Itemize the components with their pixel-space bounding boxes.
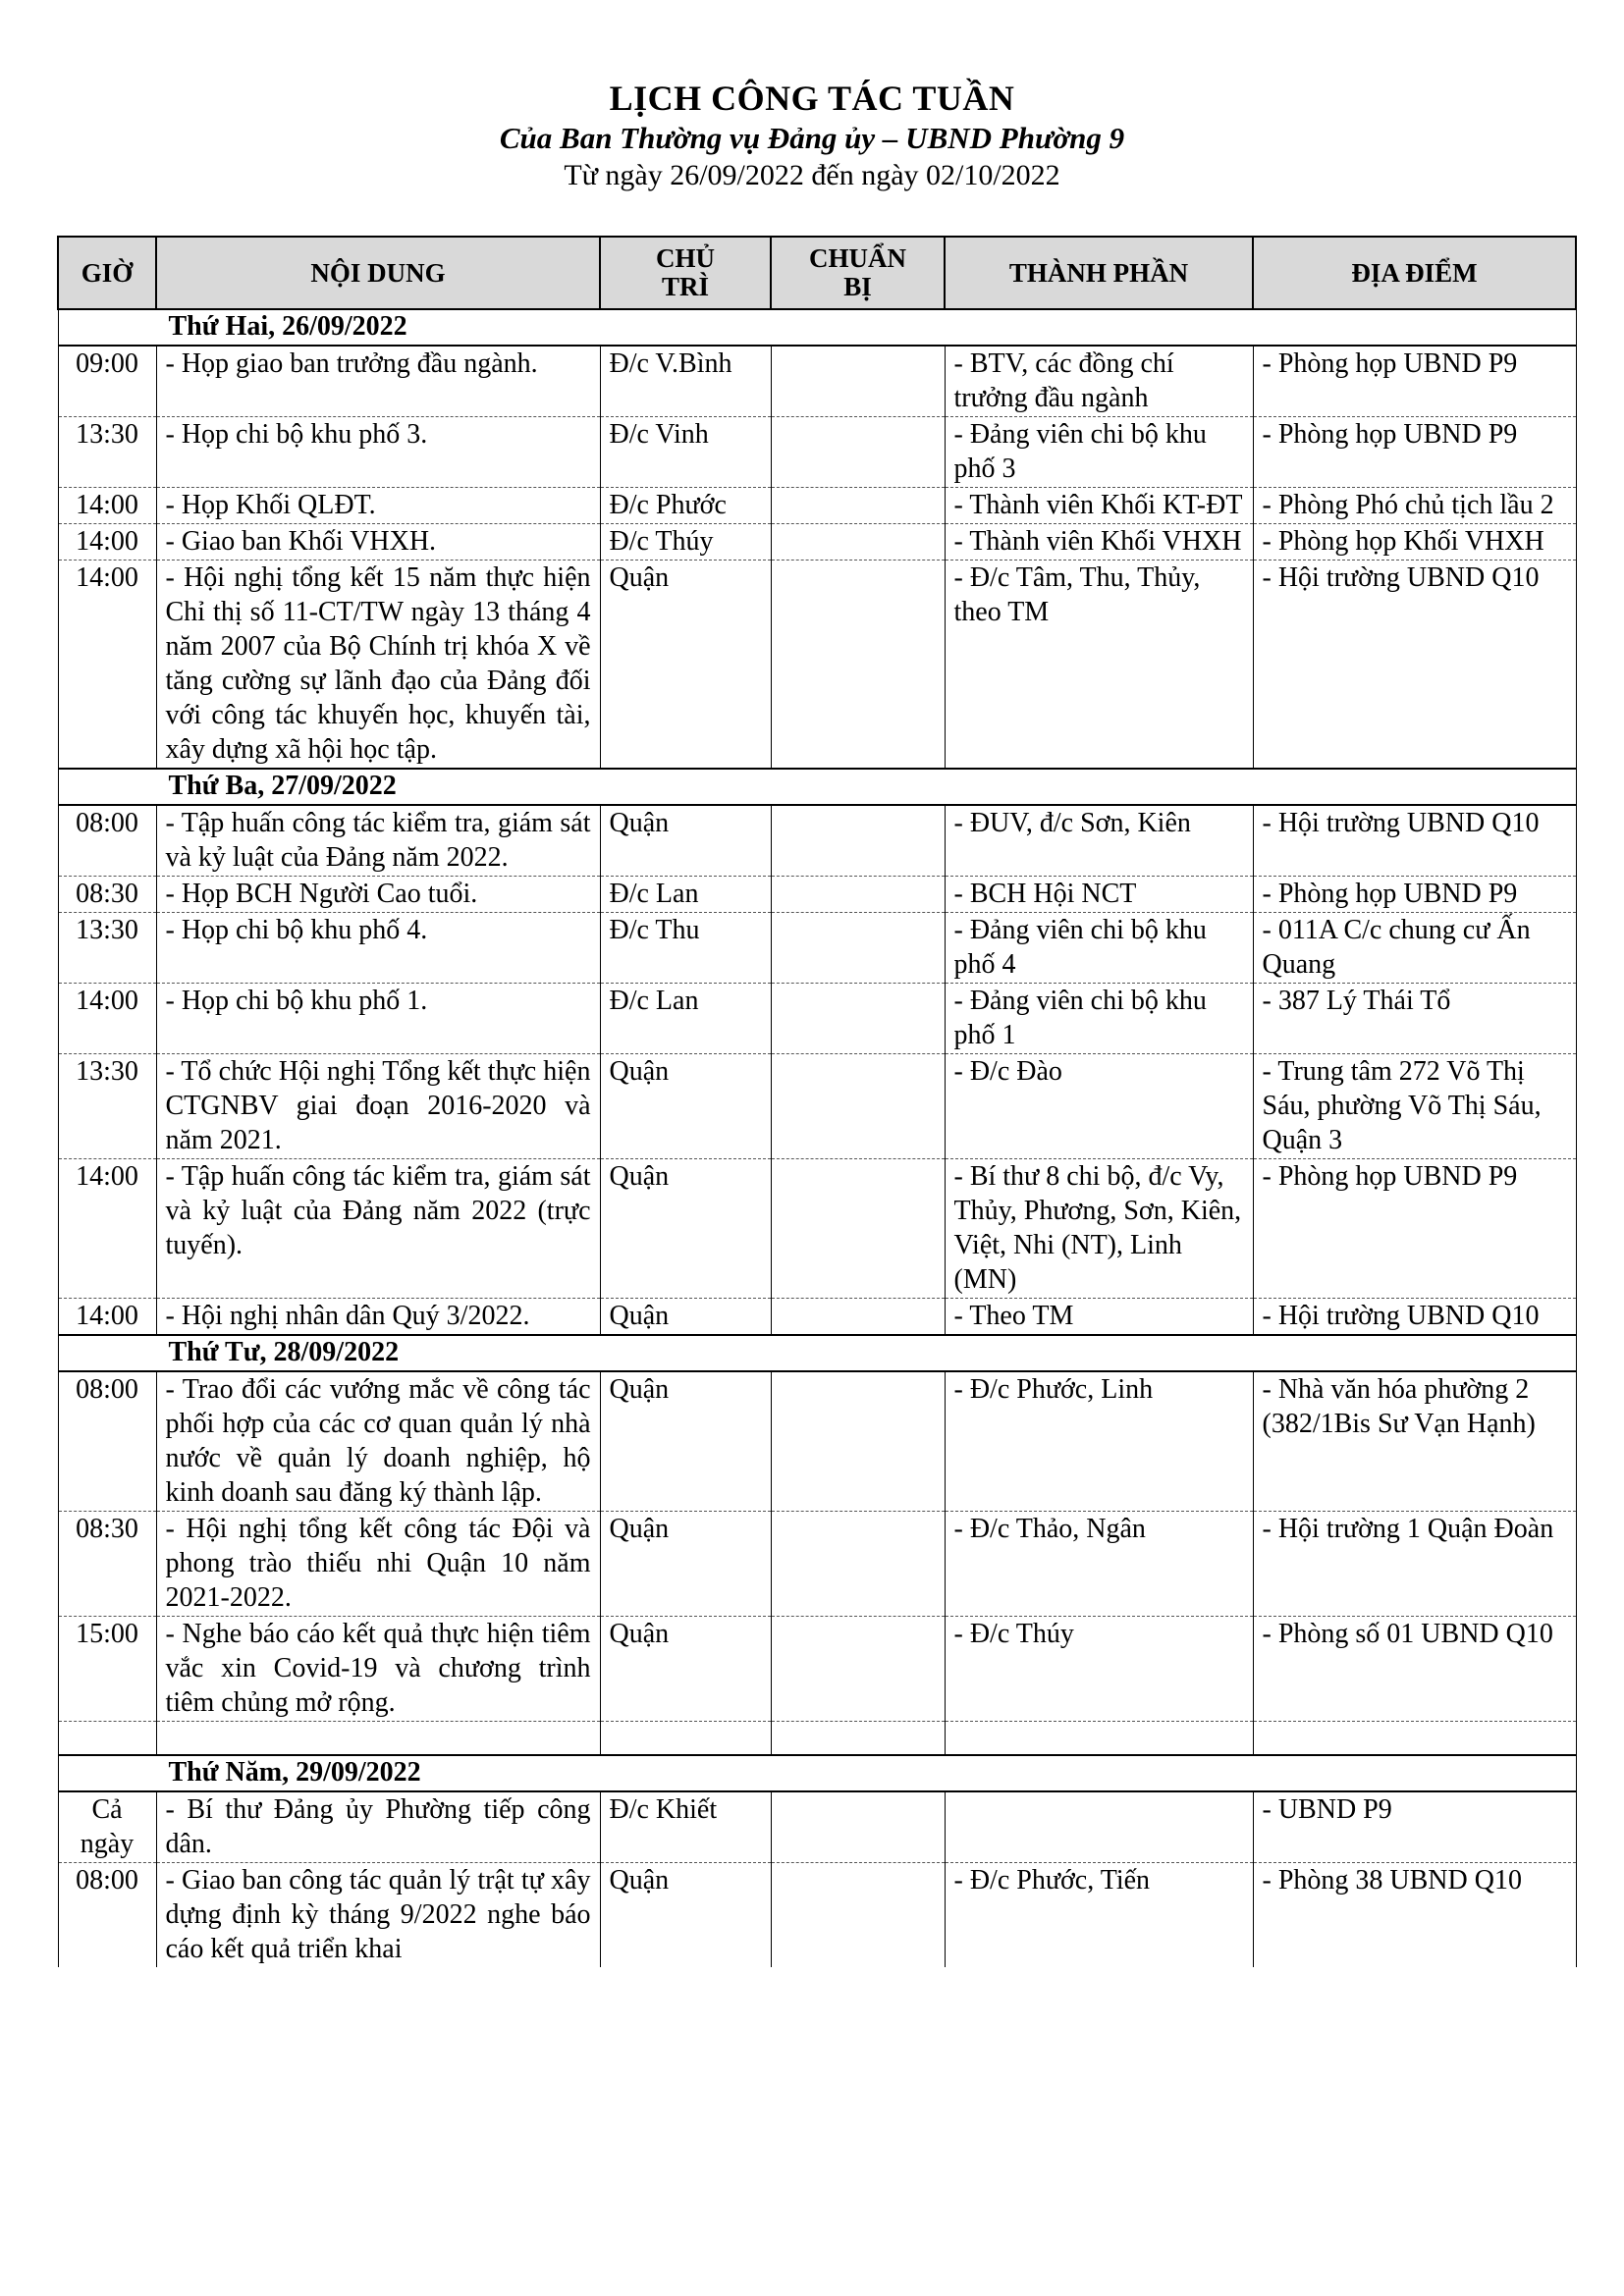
chair-cell: Quận <box>600 1371 771 1512</box>
table-row <box>58 913 1576 984</box>
time-cell: 14:00 <box>58 524 156 561</box>
table-row <box>58 877 1576 913</box>
col-header-location: ĐỊA ĐIỂM <box>1253 237 1576 309</box>
time-cell: 13:30 <box>58 417 156 488</box>
table-row <box>58 1617 1576 1722</box>
prep-cell <box>771 913 945 984</box>
chair-cell: Quận <box>600 1863 771 1968</box>
content-cell: - Họp BCH Người Cao tuổi. <box>156 877 600 913</box>
content-cell: - Họp chi bộ khu phố 3. <box>156 417 600 488</box>
location-cell: - 011A C/c chung cư Ấn Quang <box>1253 913 1576 984</box>
content-cell: - Tập huấn công tác kiểm tra, giám sát và kỷ luật của Đảng năm 2022. <box>156 805 600 877</box>
chair-cell: Đ/c V.Bình <box>600 346 771 417</box>
attendees-cell <box>945 1722 1253 1756</box>
content-cell: - Hội nghị tổng kết 15 năm thực hiện Chỉ thị số 11-CT/TW ngày 13 tháng 4 năm 2007 của Bộ Chính trị khóa X về tăng cường sự lãnh đạo của Đảng đối với công tác khuyến học, khuyến tài, xây dựng xã hội học tập. <box>156 561 600 770</box>
content-cell: - Họp chi bộ khu phố 1. <box>156 984 600 1054</box>
content-cell: - Bí thư Đảng ủy Phường tiếp công dân. <box>156 1791 600 1863</box>
chair-cell: Quận <box>600 1512 771 1617</box>
content-cell: - Họp chi bộ khu phố 4. <box>156 913 600 984</box>
document-header <box>0 77 1624 194</box>
time-cell: 14:00 <box>58 1159 156 1299</box>
content-cell: - Giao ban Khối VHXH. <box>156 524 600 561</box>
chair-cell: Đ/c Thúy <box>600 524 771 561</box>
attendees-cell: - Đ/c Phước, Linh <box>945 1371 1253 1512</box>
date-range: Từ ngày 26/09/2022 đến ngày 02/10/2022 <box>564 159 1060 191</box>
prep-cell <box>771 1617 945 1722</box>
col-header-time: GIỜ <box>58 237 156 309</box>
location-cell: - Phòng họp UBND P9 <box>1253 417 1576 488</box>
time-cell: 08:00 <box>58 1863 156 1968</box>
attendees-cell: - BCH Hội NCT <box>945 877 1253 913</box>
chair-cell: Đ/c Vinh <box>600 417 771 488</box>
attendees-cell: - Đảng viên chi bộ khu phố 4 <box>945 913 1253 984</box>
content-cell: - Nghe báo cáo kết quả thực hiện tiêm vắc xin Covid-19 và chương trình tiêm chủng mở rộng. <box>156 1617 600 1722</box>
location-cell: - Trung tâm 272 Võ Thị Sáu, phường Võ Thị Sáu, Quận 3 <box>1253 1054 1576 1159</box>
day-header-row <box>58 1755 1576 1791</box>
table-row <box>58 805 1576 877</box>
prep-cell <box>771 1512 945 1617</box>
attendees-cell: - Đ/c Đào <box>945 1054 1253 1159</box>
location-cell: - Hội trường UBND Q10 <box>1253 561 1576 770</box>
content-cell: - Hội nghị tổng kết công tác Đội và phong trào thiếu nhi Quận 10 năm 2021-2022. <box>156 1512 600 1617</box>
chair-cell: Đ/c Lan <box>600 877 771 913</box>
attendees-cell: - Đảng viên chi bộ khu phố 1 <box>945 984 1253 1054</box>
time-cell: 13:30 <box>58 913 156 984</box>
location-cell: - Phòng Phó chủ tịch lầu 2 <box>1253 488 1576 524</box>
attendees-cell: - Thành viên Khối VHXH <box>945 524 1253 561</box>
prep-cell <box>771 1371 945 1512</box>
time-cell: Cả ngày <box>58 1791 156 1863</box>
time-cell: 13:30 <box>58 1054 156 1159</box>
table-row <box>58 417 1576 488</box>
schedule-body <box>58 309 1576 1967</box>
chair-cell: Quận <box>600 1617 771 1722</box>
table-row <box>58 1054 1576 1159</box>
prep-cell <box>771 1791 945 1863</box>
prep-cell <box>771 561 945 770</box>
time-cell: 15:00 <box>58 1617 156 1722</box>
table-row <box>58 1722 1576 1756</box>
attendees-cell <box>945 1791 1253 1863</box>
chair-cell <box>600 1722 771 1756</box>
time-cell: 14:00 <box>58 984 156 1054</box>
time-cell: 08:00 <box>58 805 156 877</box>
schedule-table <box>57 236 1577 1967</box>
location-cell: - Phòng họp UBND P9 <box>1253 346 1576 417</box>
prep-cell <box>771 1054 945 1159</box>
time-cell: 09:00 <box>58 346 156 417</box>
chair-cell: Quận <box>600 1054 771 1159</box>
location-cell: - Nhà văn hóa phường 2 (382/1Bis Sư Vạn Hạnh) <box>1253 1371 1576 1512</box>
content-cell: - Tập huấn công tác kiểm tra, giám sát và kỷ luật của Đảng năm 2022 (trực tuyến). <box>156 1159 600 1299</box>
table-row <box>58 1791 1576 1863</box>
time-cell: 14:00 <box>58 1299 156 1336</box>
attendees-cell: - Đảng viên chi bộ khu phố 3 <box>945 417 1253 488</box>
time-cell: 08:30 <box>58 1512 156 1617</box>
chair-cell: Đ/c Thu <box>600 913 771 984</box>
attendees-cell: - Thành viên Khối KT-ĐT <box>945 488 1253 524</box>
location-cell: - Phòng số 01 UBND Q10 <box>1253 1617 1576 1722</box>
attendees-cell: - Đ/c Thúy <box>945 1617 1253 1722</box>
table-row <box>58 1863 1576 1968</box>
attendees-cell: - Đ/c Tâm, Thu, Thủy, theo TM <box>945 561 1253 770</box>
prep-cell <box>771 984 945 1054</box>
day-header-row <box>58 769 1576 805</box>
chair-cell: Quận <box>600 1159 771 1299</box>
table-row <box>58 488 1576 524</box>
content-cell: - Trao đổi các vướng mắc về công tác phối hợp của các cơ quan quản lý nhà nước về quản lý doanh nghiệp, hộ kinh doanh sau đăng ký thành lập. <box>156 1371 600 1512</box>
col-header-content: NỘI DUNG <box>156 237 600 309</box>
location-cell: - UBND P9 <box>1253 1791 1576 1863</box>
attendees-cell: - Đ/c Phước, Tiến <box>945 1863 1253 1968</box>
location-cell: - Phòng họp Khối VHXH <box>1253 524 1576 561</box>
content-cell: - Giao ban công tác quản lý trật tự xây dựng định kỳ tháng 9/2022 nghe báo cáo kết quả triển khai <box>156 1863 600 1968</box>
table-row <box>58 1159 1576 1299</box>
day-label: Thứ Năm, 29/09/2022 <box>58 1755 1576 1791</box>
day-label: Thứ Ba, 27/09/2022 <box>58 769 1576 805</box>
location-cell: - Hội trường UBND Q10 <box>1253 805 1576 877</box>
attendees-cell: - BTV, các đồng chí trưởng đầu ngành <box>945 346 1253 417</box>
chair-cell: Quận <box>600 1299 771 1336</box>
location-cell: - Phòng họp UBND P9 <box>1253 877 1576 913</box>
table-row <box>58 1371 1576 1512</box>
location-cell: - Hội trường UBND Q10 <box>1253 1299 1576 1336</box>
content-cell: - Họp Khối QLĐT. <box>156 488 600 524</box>
prep-cell <box>771 1159 945 1299</box>
time-cell: 14:00 <box>58 488 156 524</box>
time-cell <box>58 1722 156 1756</box>
table-header-row <box>58 237 1576 309</box>
prep-cell <box>771 877 945 913</box>
attendees-cell: - ĐUV, đ/c Sơn, Kiên <box>945 805 1253 877</box>
table-row <box>58 561 1576 770</box>
chair-cell: Quận <box>600 561 771 770</box>
page-title: LỊCH CÔNG TÁC TUẦN <box>609 79 1015 118</box>
prep-cell <box>771 488 945 524</box>
chair-cell: Quận <box>600 805 771 877</box>
location-cell: - Hội trường 1 Quận Đoàn <box>1253 1512 1576 1617</box>
content-cell: - Họp giao ban trưởng đầu ngành. <box>156 346 600 417</box>
prep-cell <box>771 346 945 417</box>
content-cell: - Hội nghị nhân dân Quý 3/2022. <box>156 1299 600 1336</box>
attendees-cell: - Đ/c Thảo, Ngân <box>945 1512 1253 1617</box>
location-cell: - Phòng 38 UBND Q10 <box>1253 1863 1576 1968</box>
content-cell: - Tổ chức Hội nghị Tổng kết thực hiện CTGNBV giai đoạn 2016-2020 và năm 2021. <box>156 1054 600 1159</box>
time-cell: 08:00 <box>58 1371 156 1512</box>
table-row <box>58 1299 1576 1336</box>
day-header-row <box>58 1335 1576 1371</box>
prep-cell <box>771 417 945 488</box>
attendees-cell: - Bí thư 8 chi bộ, đ/c Vy, Thủy, Phương, Sơn, Kiên, Việt, Nhi (NT), Linh (MN) <box>945 1159 1253 1299</box>
day-label: Thứ Tư, 28/09/2022 <box>58 1335 1576 1371</box>
table-row <box>58 1512 1576 1617</box>
chair-cell: Đ/c Lan <box>600 984 771 1054</box>
prep-cell <box>771 1722 945 1756</box>
prep-cell <box>771 1863 945 1968</box>
col-header-chair: CHỦ TRÌ <box>600 237 771 309</box>
attendees-cell: - Theo TM <box>945 1299 1253 1336</box>
col-header-attendees: THÀNH PHẦN <box>945 237 1253 309</box>
location-cell: - Phòng họp UBND P9 <box>1253 1159 1576 1299</box>
time-cell: 08:30 <box>58 877 156 913</box>
col-header-prep: CHUẨN BỊ <box>771 237 945 309</box>
location-cell <box>1253 1722 1576 1756</box>
prep-cell <box>771 805 945 877</box>
table-row <box>58 984 1576 1054</box>
table-row <box>58 346 1576 417</box>
day-label: Thứ Hai, 26/09/2022 <box>58 309 1576 346</box>
table-row <box>58 524 1576 561</box>
content-cell <box>156 1722 600 1756</box>
chair-cell: Đ/c Khiết <box>600 1791 771 1863</box>
location-cell: - 387 Lý Thái Tổ <box>1253 984 1576 1054</box>
day-header-row <box>58 309 1576 346</box>
page-subtitle: Của Ban Thường vụ Đảng ủy – UBND Phường 9 <box>499 121 1125 155</box>
time-cell: 14:00 <box>58 561 156 770</box>
prep-cell <box>771 1299 945 1336</box>
prep-cell <box>771 524 945 561</box>
chair-cell: Đ/c Phước <box>600 488 771 524</box>
